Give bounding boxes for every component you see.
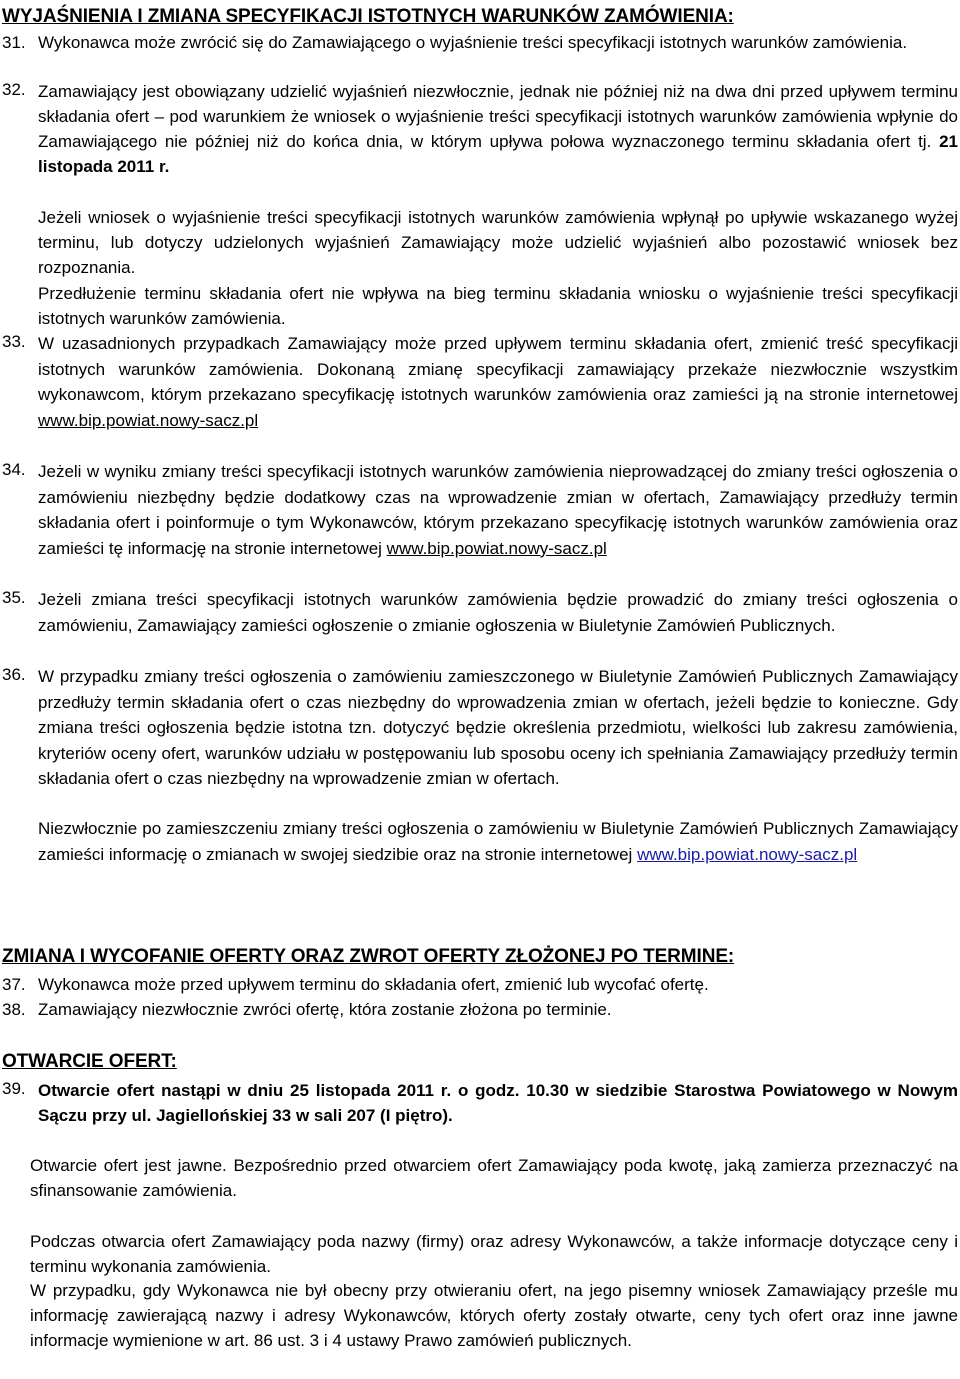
item-number-31: 31. (2, 33, 26, 52)
item-number-32: 32. (2, 80, 26, 99)
item-35-text: Jeżeli zmiana treści specyfikacji istotnych warunków zamówienia będzie prowadzić do zmiany treści ogłoszenia o zamówieniu, Zamawiający zamieści ogłoszenie o zmianie ogłoszenia w Biuletynie Zamówień Publicznych. (38, 590, 958, 635)
item-number-38: 38. (2, 1000, 26, 1019)
item-number-37: 37. (2, 975, 26, 994)
item-32-body: Zamawiający jest obowiązany udzielić wyjaśnień niezwłocznie, jednak nie później niż na dwa dni przed upływem terminu składania ofert – pod warunkiem że wniosek o wyjaśnienie treści specyfikacji istotnych warunków zamówienia wpłynie do Zamawiającego nie później niż do końca dnia, w którym upływa połowa wyznaczonego terminu składania ofert tj. (38, 82, 958, 151)
item-39-text: Otwarcie ofert nastąpi w dniu 25 listopada 2011 r. o godz. 10.30 w siedzibie Starostwa Powiatowego w Nowym Sączu przy ul. Jagiellońskiej 33 w sali 207 (I piętro). (38, 1081, 958, 1125)
item-33-body: W uzasadnionych przypadkach Zamawiający może przed upływem terminu składania ofert, zmienić treść specyfikacji istotnych warunków zamówienia. Dokonaną zmianę specyfikacji zamawiający przekaże niezwłocznie wszystkim wykonawcom, którym przekazano specyfikację istotnych warunków zamówienia oraz zamieści ją na stronie internetowej (38, 334, 958, 404)
item-36-text: W przypadku zmiany treści ogłoszenia o zamówieniu zamieszczonego w Biuletynie Zamówień Publicznych Zamawiający przedłuży termin składania ofert o czas niezbędny do wprowadzenia zmian w ofertach, jeżeli będzie to konieczne. Gdy zmiana treści ogłoszenia będzie istotna tzn. dotyczyć będzie określenia przedmiotu, wielkości lub zakresu zamówienia, kryteriów oceny ofert, warunków udziału w postępowaniu lub sposobu oceny ich spełniania Zamawiający przedłuży termin składania ofert o czas niezbędny na wprowadzenie zmian w ofertach. (38, 667, 958, 788)
item-36-website-link[interactable]: www.bip.powiat.nowy-sacz.pl (637, 844, 858, 864)
item-number-39: 39. (2, 1079, 26, 1098)
item-number-36: 36. (2, 665, 26, 684)
item-31-body: Wykonawca może zwrócić się do Zamawiającego o wyjaśnienie treści specyfikacji istotnych warunków zamówienia. (38, 33, 908, 52)
item-33-website-link[interactable]: www.bip.powiat.nowy-sacz.pl (38, 410, 259, 430)
otwarcie-paragraph-2: Podczas otwarcia ofert Zamawiający poda nazwy (firmy) oraz adresy Wykonawców, a także informacje dotyczące ceny i terminu wykonania zamówienia. (30, 1232, 958, 1276)
item-34-website-link[interactable]: www.bip.powiat.nowy-sacz.pl (386, 538, 607, 558)
section-heading-zmiana: ZMIANA I WYCOFANIE OFERTY ORAZ ZWROT OFERTY ZŁOŻONEJ PO TERMINE: (2, 946, 735, 967)
otwarcie-paragraph-3: W przypadku, gdy Wykonawca nie był obecny przy otwieraniu ofert, na jego pisemny wniosek Zamawiający prześle mu informację zawierającą nazwy i adresy Wykonawców, których oferty zostały otwarte, ceny tych ofert oraz inne jawne informacje wymienione w art. 86 ust. 3 i 4 ustawy Prawo zamówień publicznych. (30, 1281, 958, 1350)
item-number-33: 33. (2, 332, 26, 351)
item-31-text (38, 32, 958, 54)
item-37-text: Wykonawca może przed upływem terminu do składania ofert, zmienić lub wycofać ofertę. (38, 975, 709, 994)
item-32-paragraph-2: Jeżeli wniosek o wyjaśnienie treści specyfikacji istotnych warunków zamówienia wpłynął po upływie wskazanego wyżej terminu, lub dotyczy udzielonych wyjaśnień Zamawiający może udzielić wyjaśnień albo pozostawić wniosek bez rozpoznania. (38, 208, 958, 277)
item-number-34: 34. (2, 460, 26, 479)
item-32-text (38, 79, 958, 179)
item-34-body: Jeżeli w wyniku zmiany treści specyfikacji istotnych warunków zamówienia nieprowadzącej do zmiany treści ogłoszenia o zamówieniu niezbędny będzie dodatkowy czas na wprowadzenie zmian w ofertach, Zamawiający przedłuży termin składania ofert i poinformuje o tym Wykonawców, którym przekazano specyfikację istotnych warunków zamówienia oraz zamieści tę informację na stronie internetowej (38, 462, 958, 558)
item-number-35: 35. (2, 588, 26, 607)
item-32-deadline-date: 21 listopada 2011 r. (38, 132, 959, 176)
item-38-text: Zamawiający niezwłocznie zwróci ofertę, która zostanie złożona po terminie. (38, 1000, 612, 1019)
item-36-paragraph-2 (38, 816, 958, 867)
section-heading-wyjasnienia: WYJAŚNIENIA I ZMIANA SPECYFIKACJI ISTOTNYCH WARUNKÓW ZAMÓWIENIA: (2, 6, 734, 27)
section-heading-otwarcie: OTWARCIE OFERT: (2, 1051, 177, 1072)
otwarcie-paragraph-1: Otwarcie ofert jest jawne. Bezpośrednio przed otwarciem ofert Zamawiający poda kwotę, jaką zamierza przeznaczyć na sfinansowanie zamówienia. (30, 1156, 958, 1200)
item-36-body-2: Niezwłocznie po zamieszczeniu zmiany treści ogłoszenia o zamówieniu w Biuletynie Zamówień Publicznych Zamawiający zamieści informację o zmianach w swojej siedzibie oraz na stronie internetowej (38, 819, 958, 864)
item-33-text (38, 331, 958, 433)
item-32-paragraph-3: Przedłużenie terminu składania ofert nie wpływa na bieg terminu składania wniosku o wyjaśnienie treści specyfikacji istotnych warunków zamówienia. (38, 284, 958, 328)
item-34-text (38, 459, 958, 561)
